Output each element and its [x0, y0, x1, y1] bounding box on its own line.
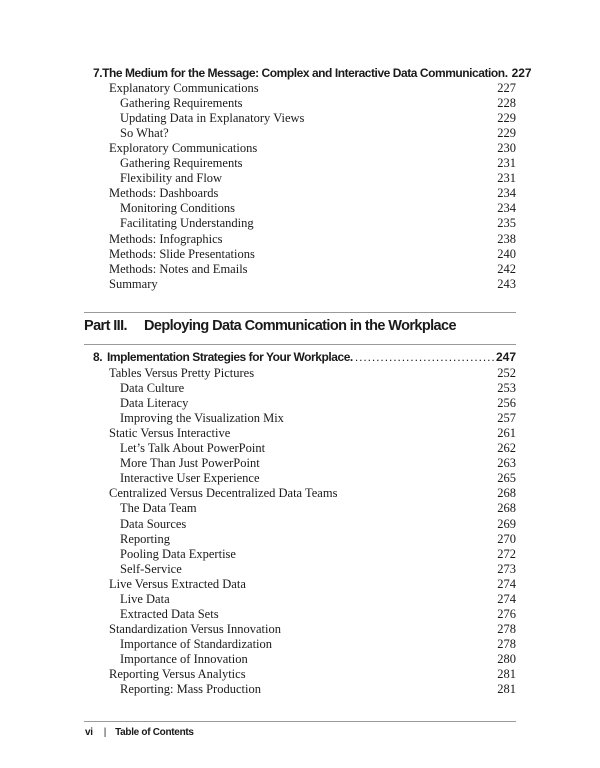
entry-page: 261 — [497, 426, 516, 441]
entry-page: 270 — [497, 531, 516, 546]
entry-label: Reporting — [120, 531, 170, 546]
entry-label: More Than Just PowerPoint — [120, 456, 260, 471]
entry-page: 273 — [497, 561, 516, 576]
part-divider-bottom — [84, 344, 516, 345]
chapter-number: 8. — [93, 350, 103, 364]
part-title: Deploying Data Communication in the Workplace — [144, 318, 456, 334]
entry-page: 231 — [497, 171, 516, 186]
entry-label: Tables Versus Pretty Pictures — [109, 366, 255, 380]
toc-subentry[interactable] — [120, 441, 516, 456]
entry-label: Data Culture — [120, 381, 185, 396]
entry-label: Monitoring Conditions — [120, 201, 235, 216]
toc-subentry[interactable] — [120, 111, 516, 126]
entry-label: Centralized Versus Decentralized Data Teams — [109, 486, 338, 501]
chapter-title: The Medium for the Message: Complex and Interactive Data Communication. — [102, 66, 508, 80]
entry-page: 272 — [497, 546, 516, 561]
entry-page: 234 — [497, 201, 516, 216]
entry-label: Facilitating Understanding — [120, 216, 254, 231]
entry-page: 274 — [497, 576, 516, 591]
entry-label: Pooling Data Expertise — [120, 546, 236, 561]
entry-label: Reporting Versus Analytics — [109, 667, 246, 681]
toc-subentry[interactable] — [120, 682, 516, 697]
chapter-page: 227 — [511, 66, 532, 80]
entry-page: 281 — [497, 667, 516, 681]
toc-subentry[interactable] — [120, 411, 516, 426]
toc-subentry[interactable] — [120, 201, 516, 216]
toc-subentry[interactable] — [120, 517, 516, 532]
entry-label: Data Literacy — [120, 396, 189, 411]
entry-page: 262 — [497, 441, 516, 456]
toc-subentry[interactable] — [120, 216, 516, 231]
entry-label: Methods: Dashboards — [109, 186, 219, 201]
entry-page: 243 — [497, 276, 516, 291]
toc-entry[interactable] — [109, 366, 516, 381]
chapter-page: 247 — [495, 350, 516, 364]
toc-subentry[interactable] — [120, 532, 516, 547]
toc-entry[interactable] — [109, 426, 516, 441]
entry-label: Methods: Notes and Emails — [109, 261, 248, 276]
toc-subentry[interactable] — [120, 607, 516, 622]
entry-page: 229 — [497, 126, 516, 141]
entry-page: 235 — [497, 216, 516, 231]
entry-label: Exploratory Communications — [109, 141, 258, 156]
entry-page: 257 — [497, 411, 516, 426]
chapter-title: Implementation Strategies for Your Workplace. — [107, 350, 353, 364]
part-heading[interactable] — [84, 318, 456, 338]
toc-entry[interactable] — [109, 232, 516, 247]
entry-page: 263 — [497, 456, 516, 471]
entry-page: 242 — [497, 261, 516, 276]
entry-label: Importance of Innovation — [120, 651, 248, 666]
entry-label: Explanatory Communications — [109, 81, 259, 95]
toc-subentry[interactable] — [120, 547, 516, 562]
entry-label: Gathering Requirements — [120, 96, 243, 111]
entry-label: Let’s Talk About PowerPoint — [120, 441, 266, 456]
entry-label: Methods: Infographics — [109, 231, 223, 246]
entry-label: Standardization Versus Innovation — [109, 621, 281, 636]
entry-page: 253 — [497, 381, 516, 396]
entry-page: 276 — [497, 606, 516, 621]
chapter-number: 7. — [93, 66, 103, 80]
toc-entry[interactable] — [109, 141, 516, 156]
page-footer — [85, 727, 194, 741]
toc-subentry[interactable] — [120, 562, 516, 577]
part-label: Part III. — [84, 318, 127, 334]
toc-subentry[interactable] — [120, 652, 516, 667]
footer-rule — [84, 721, 516, 722]
entry-page: 280 — [497, 651, 516, 666]
entry-page: 269 — [497, 516, 516, 531]
entry-page: 234 — [497, 186, 516, 201]
toc-entry[interactable] — [109, 81, 516, 96]
entry-label: Reporting: Mass Production — [120, 682, 261, 697]
toc-entry[interactable] — [109, 577, 516, 592]
chapter-7-heading[interactable] — [93, 66, 532, 82]
entry-label: Static Versus Interactive — [109, 426, 231, 441]
footer-separator: | — [103, 727, 107, 738]
entry-page: 240 — [497, 246, 516, 261]
entry-label: Flexibility and Flow — [120, 171, 223, 186]
entry-label: Self-Service — [120, 561, 182, 576]
entry-label: Improving the Visualization Mix — [120, 411, 284, 426]
dot-leader — [355, 350, 494, 364]
toc-subentry[interactable] — [120, 592, 516, 607]
toc-entry[interactable] — [109, 622, 516, 637]
running-title: Table of Contents — [115, 727, 194, 738]
entry-page: 281 — [497, 682, 516, 697]
entry-page: 229 — [497, 111, 516, 126]
entry-page: 252 — [497, 366, 516, 380]
entry-page: 268 — [497, 486, 516, 501]
toc-subentry[interactable] — [120, 456, 516, 471]
entry-page: 227 — [497, 81, 516, 95]
entry-page: 278 — [497, 621, 516, 636]
entry-page: 231 — [497, 156, 516, 171]
entry-label: The Data Team — [120, 501, 197, 516]
entry-label: Updating Data in Explanatory Views — [120, 111, 305, 126]
entry-page: 228 — [497, 96, 516, 111]
toc-subentry[interactable] — [120, 126, 516, 141]
toc-entry[interactable] — [109, 247, 516, 262]
toc-subentry[interactable] — [120, 501, 516, 516]
entry-label: Extracted Data Sets — [120, 606, 219, 621]
toc-subentry[interactable] — [120, 96, 516, 111]
toc-subentry[interactable] — [120, 171, 516, 186]
entry-label: Interactive User Experience — [120, 471, 260, 486]
chapter-8-heading[interactable] — [93, 350, 516, 366]
entry-label: So What? — [120, 126, 169, 141]
toc-entry[interactable] — [109, 186, 516, 201]
entry-page: 256 — [497, 396, 516, 411]
entry-label: Summary — [109, 276, 158, 291]
entry-label: Importance of Standardization — [120, 636, 273, 651]
folio: vi — [85, 727, 93, 738]
toc-subentry[interactable] — [120, 381, 516, 396]
toc-entry[interactable] — [109, 262, 516, 277]
toc-subentry[interactable] — [120, 396, 516, 411]
entry-label: Data Sources — [120, 516, 187, 531]
entry-page: 278 — [497, 636, 516, 651]
entry-label: Live Data — [120, 591, 170, 606]
entry-label: Live Versus Extracted Data — [109, 576, 246, 591]
entry-page: 268 — [497, 501, 516, 516]
toc-entry[interactable] — [109, 277, 516, 292]
toc-subentry[interactable] — [120, 471, 516, 486]
entry-label: Methods: Slide Presentations — [109, 246, 255, 261]
toc-subentry[interactable] — [120, 637, 516, 652]
toc-entry[interactable] — [109, 667, 516, 682]
entry-page: 265 — [497, 471, 516, 486]
part-divider — [84, 312, 516, 313]
entry-page: 238 — [497, 231, 516, 246]
entry-label: Gathering Requirements — [120, 156, 243, 171]
toc-subentry[interactable] — [120, 156, 516, 171]
entry-page: 274 — [497, 591, 516, 606]
entry-page: 230 — [497, 141, 516, 156]
toc-entry[interactable] — [109, 486, 516, 501]
